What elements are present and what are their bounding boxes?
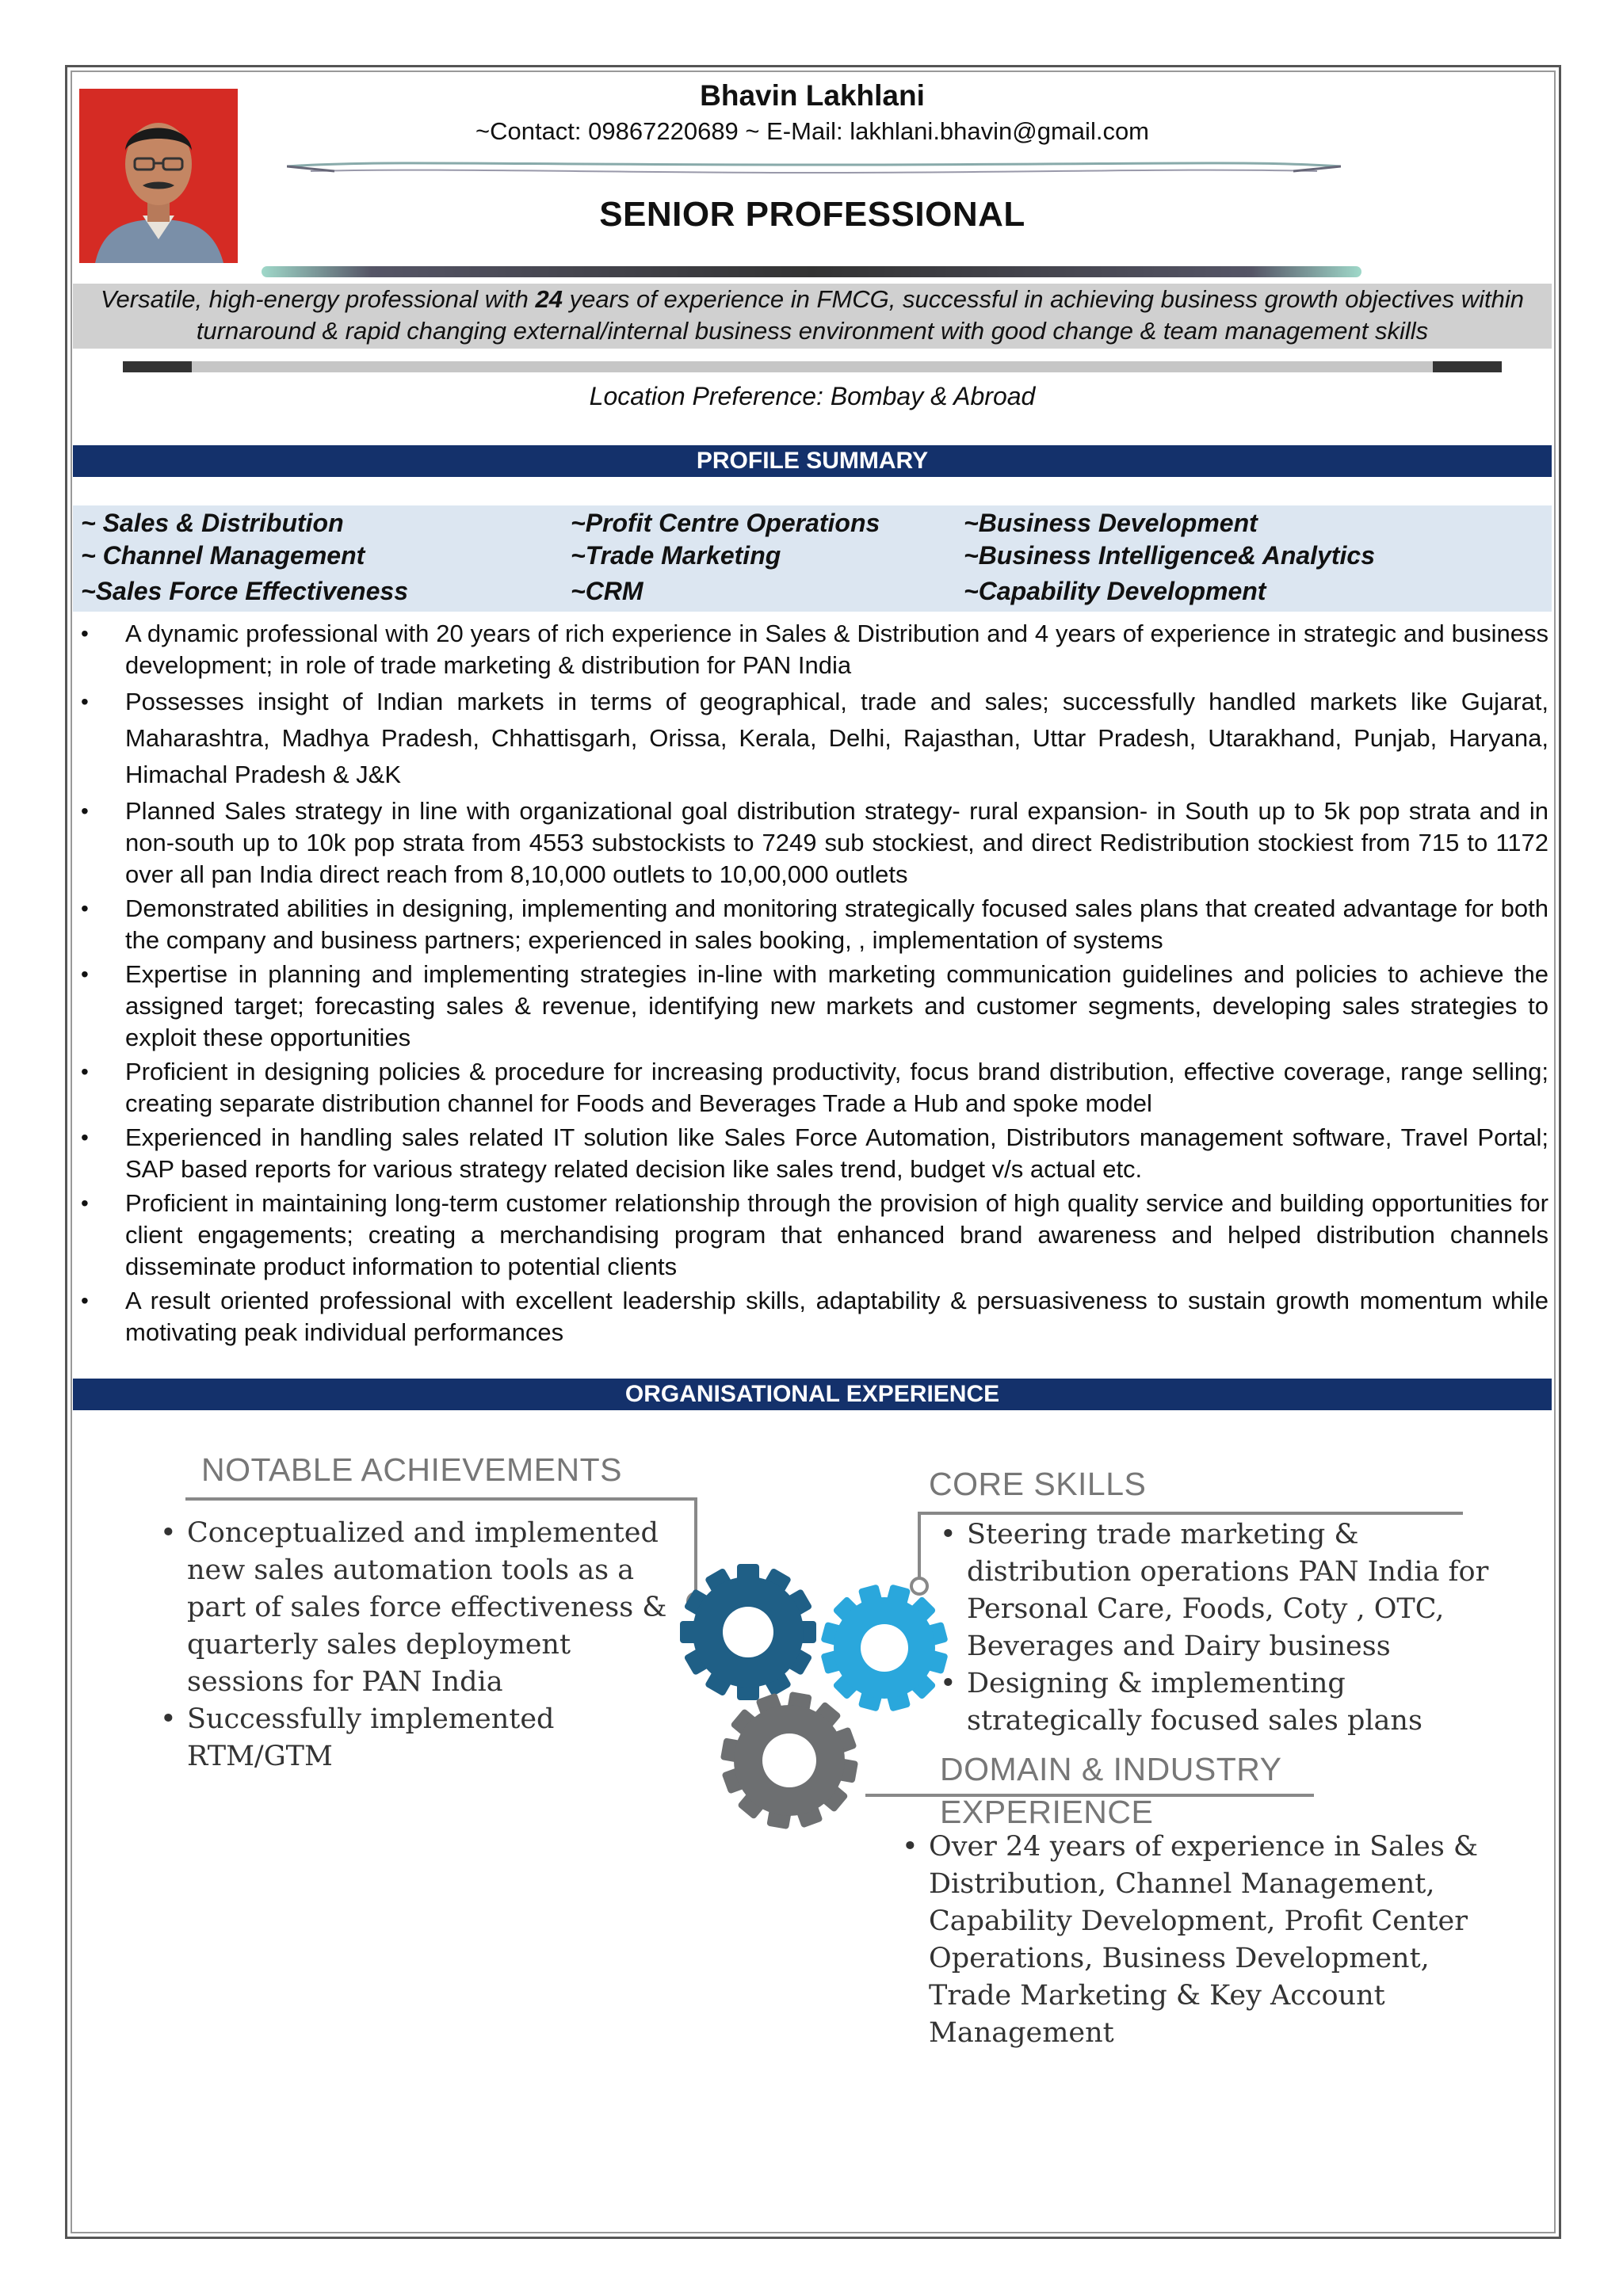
- domain-heading-line-1: DOMAIN & INDUSTRY: [940, 1751, 1282, 1787]
- notable-achievements-heading: NOTABLE ACHIEVEMENTS: [201, 1451, 622, 1488]
- skill-item: ~Sales Force Effectiveness: [81, 577, 408, 605]
- profile-bullet: • Proficient in designing policies & procedure for increasing productivity, focus brand distribution, effective coverage, range selling; creating separate distribution channel for Foods and Beverages Trade a Hub and spoke model: [79, 1056, 1549, 1119]
- experience-infographic: [73, 1418, 1552, 2068]
- gear-light-blue-icon: [820, 1584, 948, 1711]
- organisational-experience-heading: ORGANISATIONAL EXPERIENCE: [73, 1379, 1552, 1410]
- profile-bullet: • Planned Sales strategy in line with organizational goal distribution strategy- rural expansion- in South up to 5k pop strata and in non-south up to 10k pop strata from 4553 substockists to 7249 sub stockiest, and direct Redistribution stockiest from 715 to 1172 over all pan India direct reach from 8,10,000 outlets to 10,00,000 outlets: [79, 795, 1549, 891]
- skills-grid: [73, 505, 1552, 612]
- core-skills-list: [940, 1516, 1495, 1740]
- skill-item: ~Business Intelligence& Analytics: [964, 541, 1375, 570]
- skill-item: ~Profit Centre Operations: [571, 509, 880, 537]
- core-skills-heading: CORE SKILLS: [929, 1466, 1147, 1502]
- skill-item: ~ Channel Management: [81, 541, 365, 570]
- profile-bullet: • Proficient in maintaining long-term customer relationship through the provision of high quality service and building opportunities for client engagements; creating a merchandising program that enhanced brand awareness and helped distribution channels disseminate product information to potential clients: [79, 1188, 1549, 1283]
- profile-bullet: • Possesses insight of Indian markets in terms of geographical, trade and sales; successfully handled markets like Gujarat, Maharashtra, Madhya Pradesh, Chhattisgarh, Orissa, Kerala, Delhi, Rajasthan, Uttar Pradesh, Utarakhand, Punjab, Haryana, Himachal Pradesh & J&K: [79, 684, 1549, 793]
- summary-tagline: [73, 284, 1552, 349]
- core-skill-item: • Designing & implementing strategically focused sales plans: [940, 1665, 1495, 1740]
- profile-photo-image: [79, 89, 238, 263]
- skill-item: ~Capability Development: [964, 577, 1266, 605]
- tagline-text-1: Versatile, high-energy professional with: [100, 285, 536, 313]
- skill-item: ~ Sales & Distribution: [81, 509, 344, 537]
- grey-divider: [123, 361, 1502, 372]
- location-preference: Location Preference: Bombay & Abroad: [589, 382, 1036, 410]
- title-underline: [262, 266, 1361, 277]
- profile-photo: [79, 89, 238, 263]
- contact-line: ~Contact: 09867220689 ~ E-Mail: lakhlani.bhavin@gmail.com: [475, 117, 1150, 145]
- skill-item: ~CRM: [571, 577, 643, 605]
- domain-experience-list: [902, 1829, 1488, 2052]
- profile-bullet: • A result oriented professional with excellent leadership skills, adaptability & persuasiveness to sustain growth momentum while motivating peak individual performances: [79, 1285, 1549, 1348]
- profile-bullets: [79, 618, 1549, 1351]
- gear-grey-icon: [720, 1691, 858, 1829]
- domain-item: • Over 24 years of experience in Sales & Distribution, Channel Management, Capability Development, Profit Center Operations, Business Development, Trade Marketing & Key Account Management: [902, 1829, 1488, 2052]
- gear-dark-blue-icon: [680, 1564, 816, 1700]
- skill-item: ~Business Development: [964, 509, 1258, 537]
- tagline-text-2: years of experience in FMCG, successful in achieving business growth objectives within turnaround & rapid changing external/internal business environment with good change & team management skills: [196, 285, 1524, 345]
- skill-item: ~Trade Marketing: [571, 541, 781, 570]
- job-title: SENIOR PROFESSIONAL: [599, 195, 1025, 234]
- core-skill-item: • Steering trade marketing & distribution operations PAN India for Personal Care, Foods, Coty , OTC, Beverages and Dairy business: [940, 1516, 1495, 1665]
- domain-heading-line-2: EXPERIENCE: [940, 1794, 1154, 1830]
- profile-summary-heading: PROFILE SUMMARY: [73, 445, 1552, 477]
- profile-bullet: • A dynamic professional with 20 years of rich experience in Sales & Distribution and 4 years of experience in strategic and business development; in role of trade marketing & distribution for PAN India: [79, 618, 1549, 681]
- notable-achievements-list: [160, 1515, 696, 1775]
- tagline-years: 24: [535, 285, 563, 313]
- achievement-item: • Conceptualized and implemented new sales automation tools as a part of sales force effectiveness & quarterly sales deployment sessions for PAN India: [160, 1515, 696, 1701]
- profile-bullet: • Demonstrated abilities in designing, implementing and monitoring strategically focused sales plans that created advantage for both the company and business partners; experienced in sales booking, , implementation of systems: [79, 893, 1549, 956]
- profile-bullet: • Expertise in planning and implementing strategies in-line with marketing communication guidelines and policies to achieve the assigned target; forecasting sales & revenue, identifying new markets and customer segments, developing sales strategies to exploit these opportunities: [79, 959, 1549, 1054]
- ornament-divider: [287, 157, 1341, 181]
- achievement-item: • Successfully implemented RTM/GTM: [160, 1701, 696, 1775]
- candidate-name: Bhavin Lakhlani: [700, 79, 925, 112]
- profile-bullet: • Experienced in handling sales related IT solution like Sales Force Automation, Distributors management software, Travel Portal; SAP based reports for various strategy related decision like sales trend, budget v/s actual etc.: [79, 1122, 1549, 1185]
